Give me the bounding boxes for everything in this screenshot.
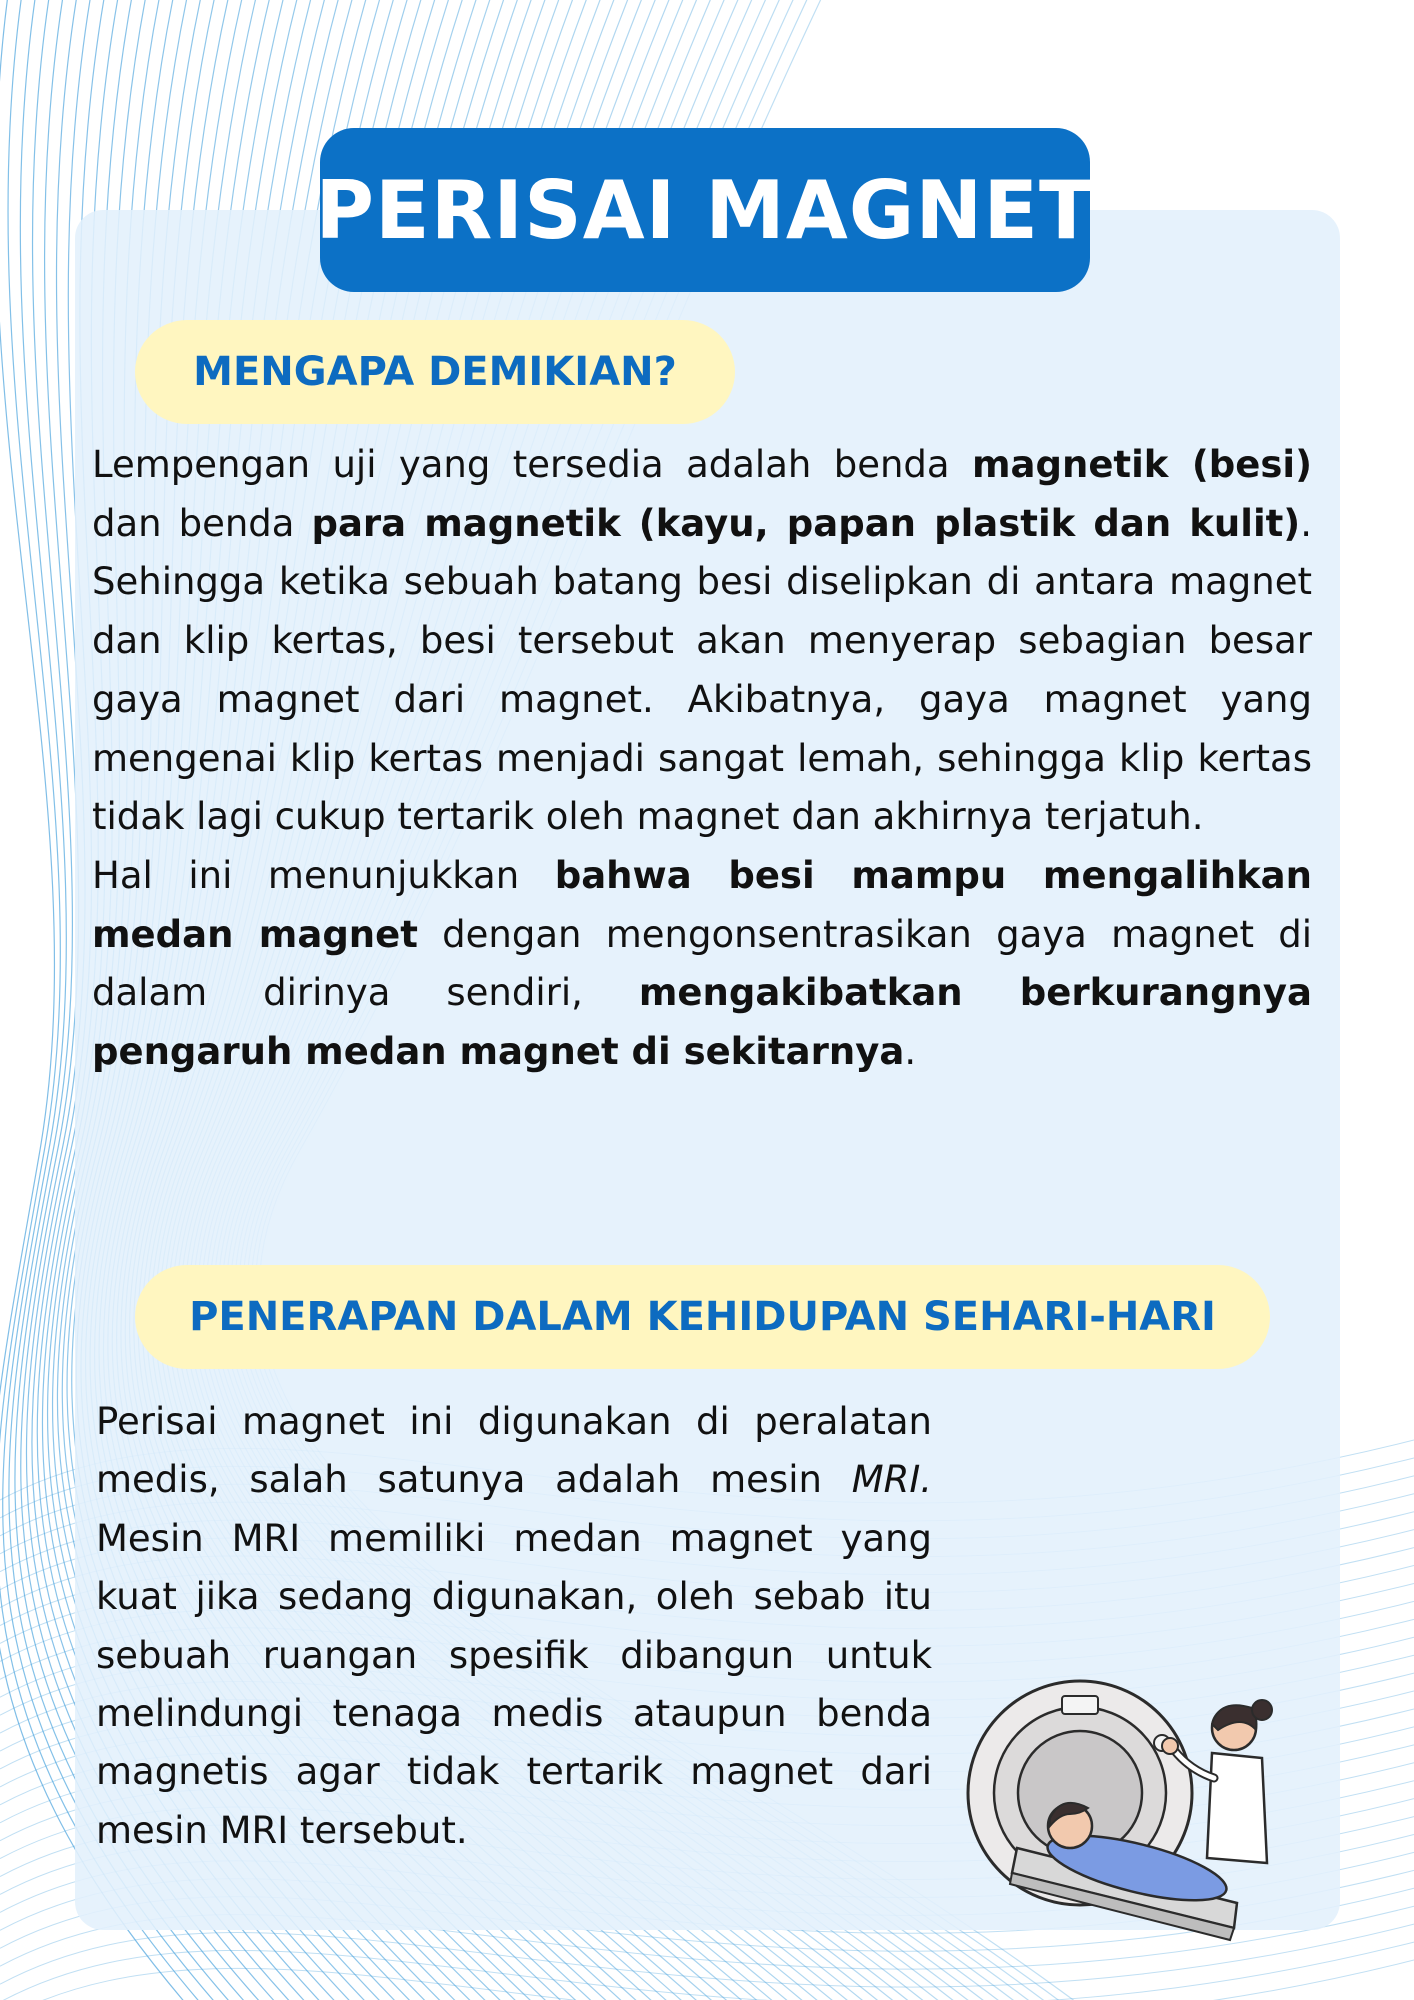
text-run: Perisai magnet ini digunakan di peralatan medis, salah satunya adalah mesin [96,1400,932,1502]
explanation-paragraph-2 [92,847,1312,1082]
text-run: Lempengan uji yang tersedia adalah benda [92,443,972,486]
text-run: Hal ini menunjukkan [92,853,555,897]
section-heading-why [135,320,735,424]
explanation-paragraph-1 [92,436,1312,847]
text-run: . Sehingga ketika sebuah batang besi diselipkan di antara magnet dan klip kertas, besi tersebut akan menyerap sebagian besar gaya magnet dari magnet. Akibatnya, gaya magnet yang mengenai klip kertas menjadi sangat lemah, sehingga klip kertas tidak lagi cukup tertarik oleh magnet dan akhirnya terjatuh. [92,501,1312,839]
explanation-text [92,436,1312,1082]
bold-run: bahwa besi mampu mengalihkan medan magnet [92,853,1312,956]
bold-run: para magnetik (kayu, papan plastik dan kulit) [311,501,1301,545]
text-run: dengan mengonsentrasikan gaya magnet di dalam dirinya sendiri, [92,912,1312,1015]
text-run: dan benda [92,501,312,545]
section-heading-application [135,1265,1270,1369]
application-paragraph [96,1393,932,1860]
title-banner [315,128,1095,292]
section-heading-application-label: PENERAPAN DALAM KEHIDUPAN SEHARI-HARI [189,1294,1216,1340]
section-heading-why-label: MENGAPA DEMIKIAN? [193,349,677,395]
italic-run: MRI. [851,1458,932,1502]
bold-run: magnetik (besi) [971,443,1312,486]
text-run: . [904,1030,917,1074]
bold-run: mengakibatkan berkurangnya pengaruh medan magnet di sekitarnya [92,971,1312,1074]
page-title: PERISAI MAGNET [315,163,1095,257]
text-run: Mesin MRI memiliki medan magnet yang kuat jika sedang digunakan, oleh sebab itu sebuah ruangan spesifik dibangun untuk melindungi tenaga medis ataupun benda magnetis agar tidak tertarik magnet dari mesin MRI tersebut. [96,1516,932,1852]
mri-machine-icon [962,1658,1282,1958]
